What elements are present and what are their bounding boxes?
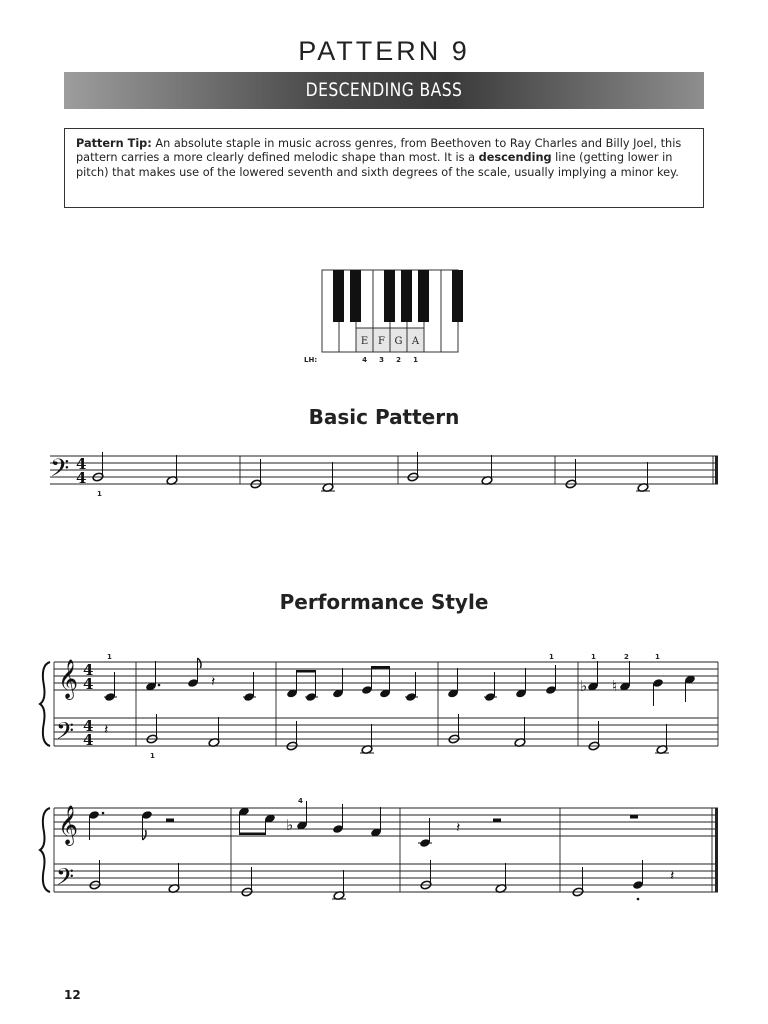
fingering-label: 1	[549, 653, 554, 661]
subtitle: DESCENDING BASS	[305, 79, 463, 101]
quarter-rest-icon: 𝄽	[104, 722, 109, 738]
treble-clef-icon: 𝄞	[58, 659, 79, 699]
basic-pattern-staff	[0, 440, 768, 520]
fingering-label: 1	[97, 490, 102, 498]
fingering-label: 4	[298, 797, 303, 805]
flat-icon: ♭	[580, 677, 588, 695]
performance-system-2	[0, 794, 768, 904]
keyboard-diagram	[0, 0, 768, 380]
tip-text-before: An absolute staple in music across genres, from Beethoven to Ray Charles and Billy Joel, this pattern carries a more clearly defined melodic shape than most. It is a	[76, 137, 682, 165]
performance-system-1	[0, 650, 768, 760]
flat-icon: ♭	[286, 816, 294, 834]
basic-pattern-heading: Basic Pattern	[308, 405, 460, 429]
bass-clef-icon: 𝄢	[56, 863, 75, 896]
key-label-g: G	[394, 336, 403, 347]
time-signature-bottom: 4	[76, 469, 87, 487]
page-number: 12	[64, 988, 81, 1002]
fingering-label: 4	[362, 356, 367, 364]
natural-icon: ♮	[612, 677, 618, 695]
hand-label: LH:	[304, 356, 318, 364]
time-signature-top: 4	[76, 455, 87, 473]
fingering-label: 1	[107, 653, 112, 661]
bass-clef-icon: 𝄢	[50, 454, 70, 489]
fingering-label: 1	[655, 653, 660, 661]
time-signature-top: 4	[83, 661, 94, 679]
key-label-a: A	[411, 336, 420, 347]
time-signature-bottom: 4	[83, 675, 94, 693]
bass-clef-icon: 𝄢	[56, 717, 75, 750]
key-label-e: E	[360, 336, 369, 347]
time-signature-top: 4	[83, 717, 94, 735]
key-label-f: F	[378, 336, 385, 347]
time-signature-bottom: 4	[83, 731, 94, 749]
tip-label: Pattern Tip:	[76, 137, 152, 150]
fingering-label: 1	[591, 653, 596, 661]
page-title: PATTERN 9	[298, 36, 470, 66]
tip-text-after: line (getting lower in pitch) that makes use of the lowered seventh and sixth degrees of the scale, usually implying a minor key.	[76, 151, 679, 179]
quarter-rest-icon: 𝄽	[670, 868, 675, 884]
quarter-rest-icon: 𝄽	[211, 674, 216, 690]
performance-style-heading: Performance Style	[279, 590, 489, 614]
fingering-label: 3	[379, 356, 384, 364]
treble-clef-icon: 𝄞	[58, 805, 79, 845]
fingering-label: 2	[624, 653, 629, 661]
tip-emphasis: descending	[478, 151, 552, 165]
fingering-label: 1	[413, 356, 418, 364]
fingering-label: 2	[396, 356, 401, 364]
fingering-label: 1	[150, 752, 155, 760]
quarter-rest-icon: 𝄽	[456, 820, 461, 836]
